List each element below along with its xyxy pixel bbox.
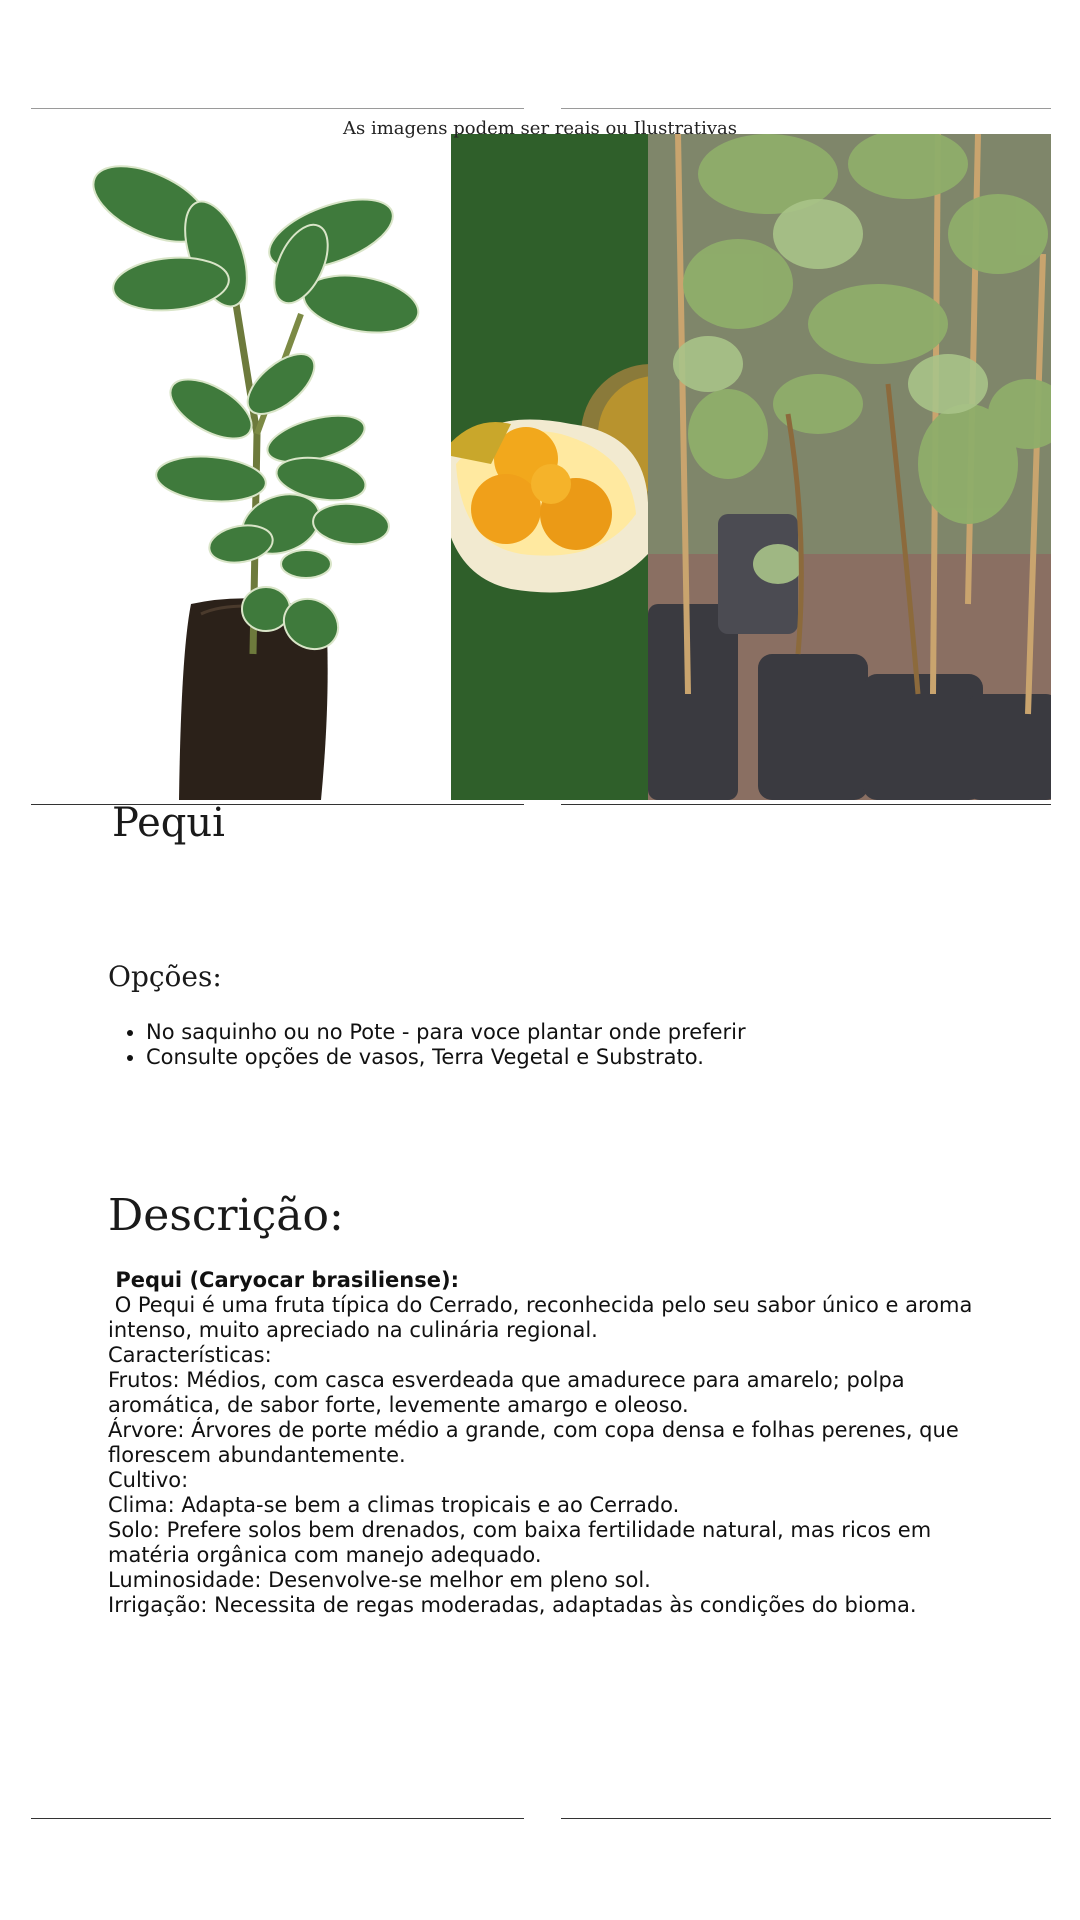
nursery-photo[interactable] bbox=[648, 134, 1051, 800]
divider-mid-right bbox=[561, 804, 1051, 805]
soil-text: Solo: Prefere solos bem drenados, com baixa fertilidade natural, mas ricos em matéria orgânica com manejo adequado. bbox=[108, 1518, 938, 1567]
description-heading: Descrição: bbox=[108, 1190, 344, 1241]
fruit-photo[interactable] bbox=[451, 134, 648, 800]
product-title: Pequi bbox=[112, 800, 225, 846]
seedling-photo[interactable] bbox=[31, 134, 451, 800]
cultivation-label: Cultivo: bbox=[108, 1468, 189, 1492]
fruits-text: Frutos: Médios, com casca esverdeada que amadurece para amarelo; polpa aromática, de sabor forte, levemente amargo e oleoso. bbox=[108, 1368, 912, 1417]
image-disclaimer: As imagens podem ser reais ou Ilustrativas bbox=[342, 118, 738, 139]
light-text: Luminosidade: Desenvolve-se melhor em pleno sol. bbox=[108, 1568, 651, 1592]
description-intro: O Pequi é uma fruta típica do Cerrado, reconhecida pelo seu sabor único e aroma intenso, muito apreciado na culinária regional. bbox=[108, 1293, 980, 1342]
description-title: Pequi (Caryocar brasiliense): bbox=[108, 1268, 459, 1292]
list-item: • No saquinho ou no Pote - para voce plantar onde preferir bbox=[146, 1020, 746, 1045]
climate-text: Clima: Adapta-se bem a climas tropicais e ao Cerrado. bbox=[108, 1493, 680, 1517]
divider-mid-left bbox=[31, 804, 524, 805]
characteristics-label: Características: bbox=[108, 1343, 272, 1367]
divider-top-right bbox=[561, 108, 1051, 109]
options-list bbox=[108, 1020, 746, 1070]
list-item: • Consulte opções de vasos, Terra Vegetal e Substrato. bbox=[146, 1045, 746, 1070]
divider-bottom-right bbox=[561, 1818, 1051, 1819]
divider-top-left bbox=[31, 108, 524, 109]
options-heading: Opções: bbox=[108, 960, 222, 993]
divider-bottom-left bbox=[31, 1818, 524, 1819]
tree-text: Árvore: Árvores de porte médio a grande, com copa densa e folhas perenes, que florescem abundantemente. bbox=[108, 1418, 966, 1467]
product-image-gallery[interactable] bbox=[31, 134, 1051, 800]
irrigation-text: Irrigação: Necessita de regas moderadas, adaptadas às condições do bioma. bbox=[108, 1593, 917, 1617]
description-body bbox=[108, 1268, 988, 1618]
